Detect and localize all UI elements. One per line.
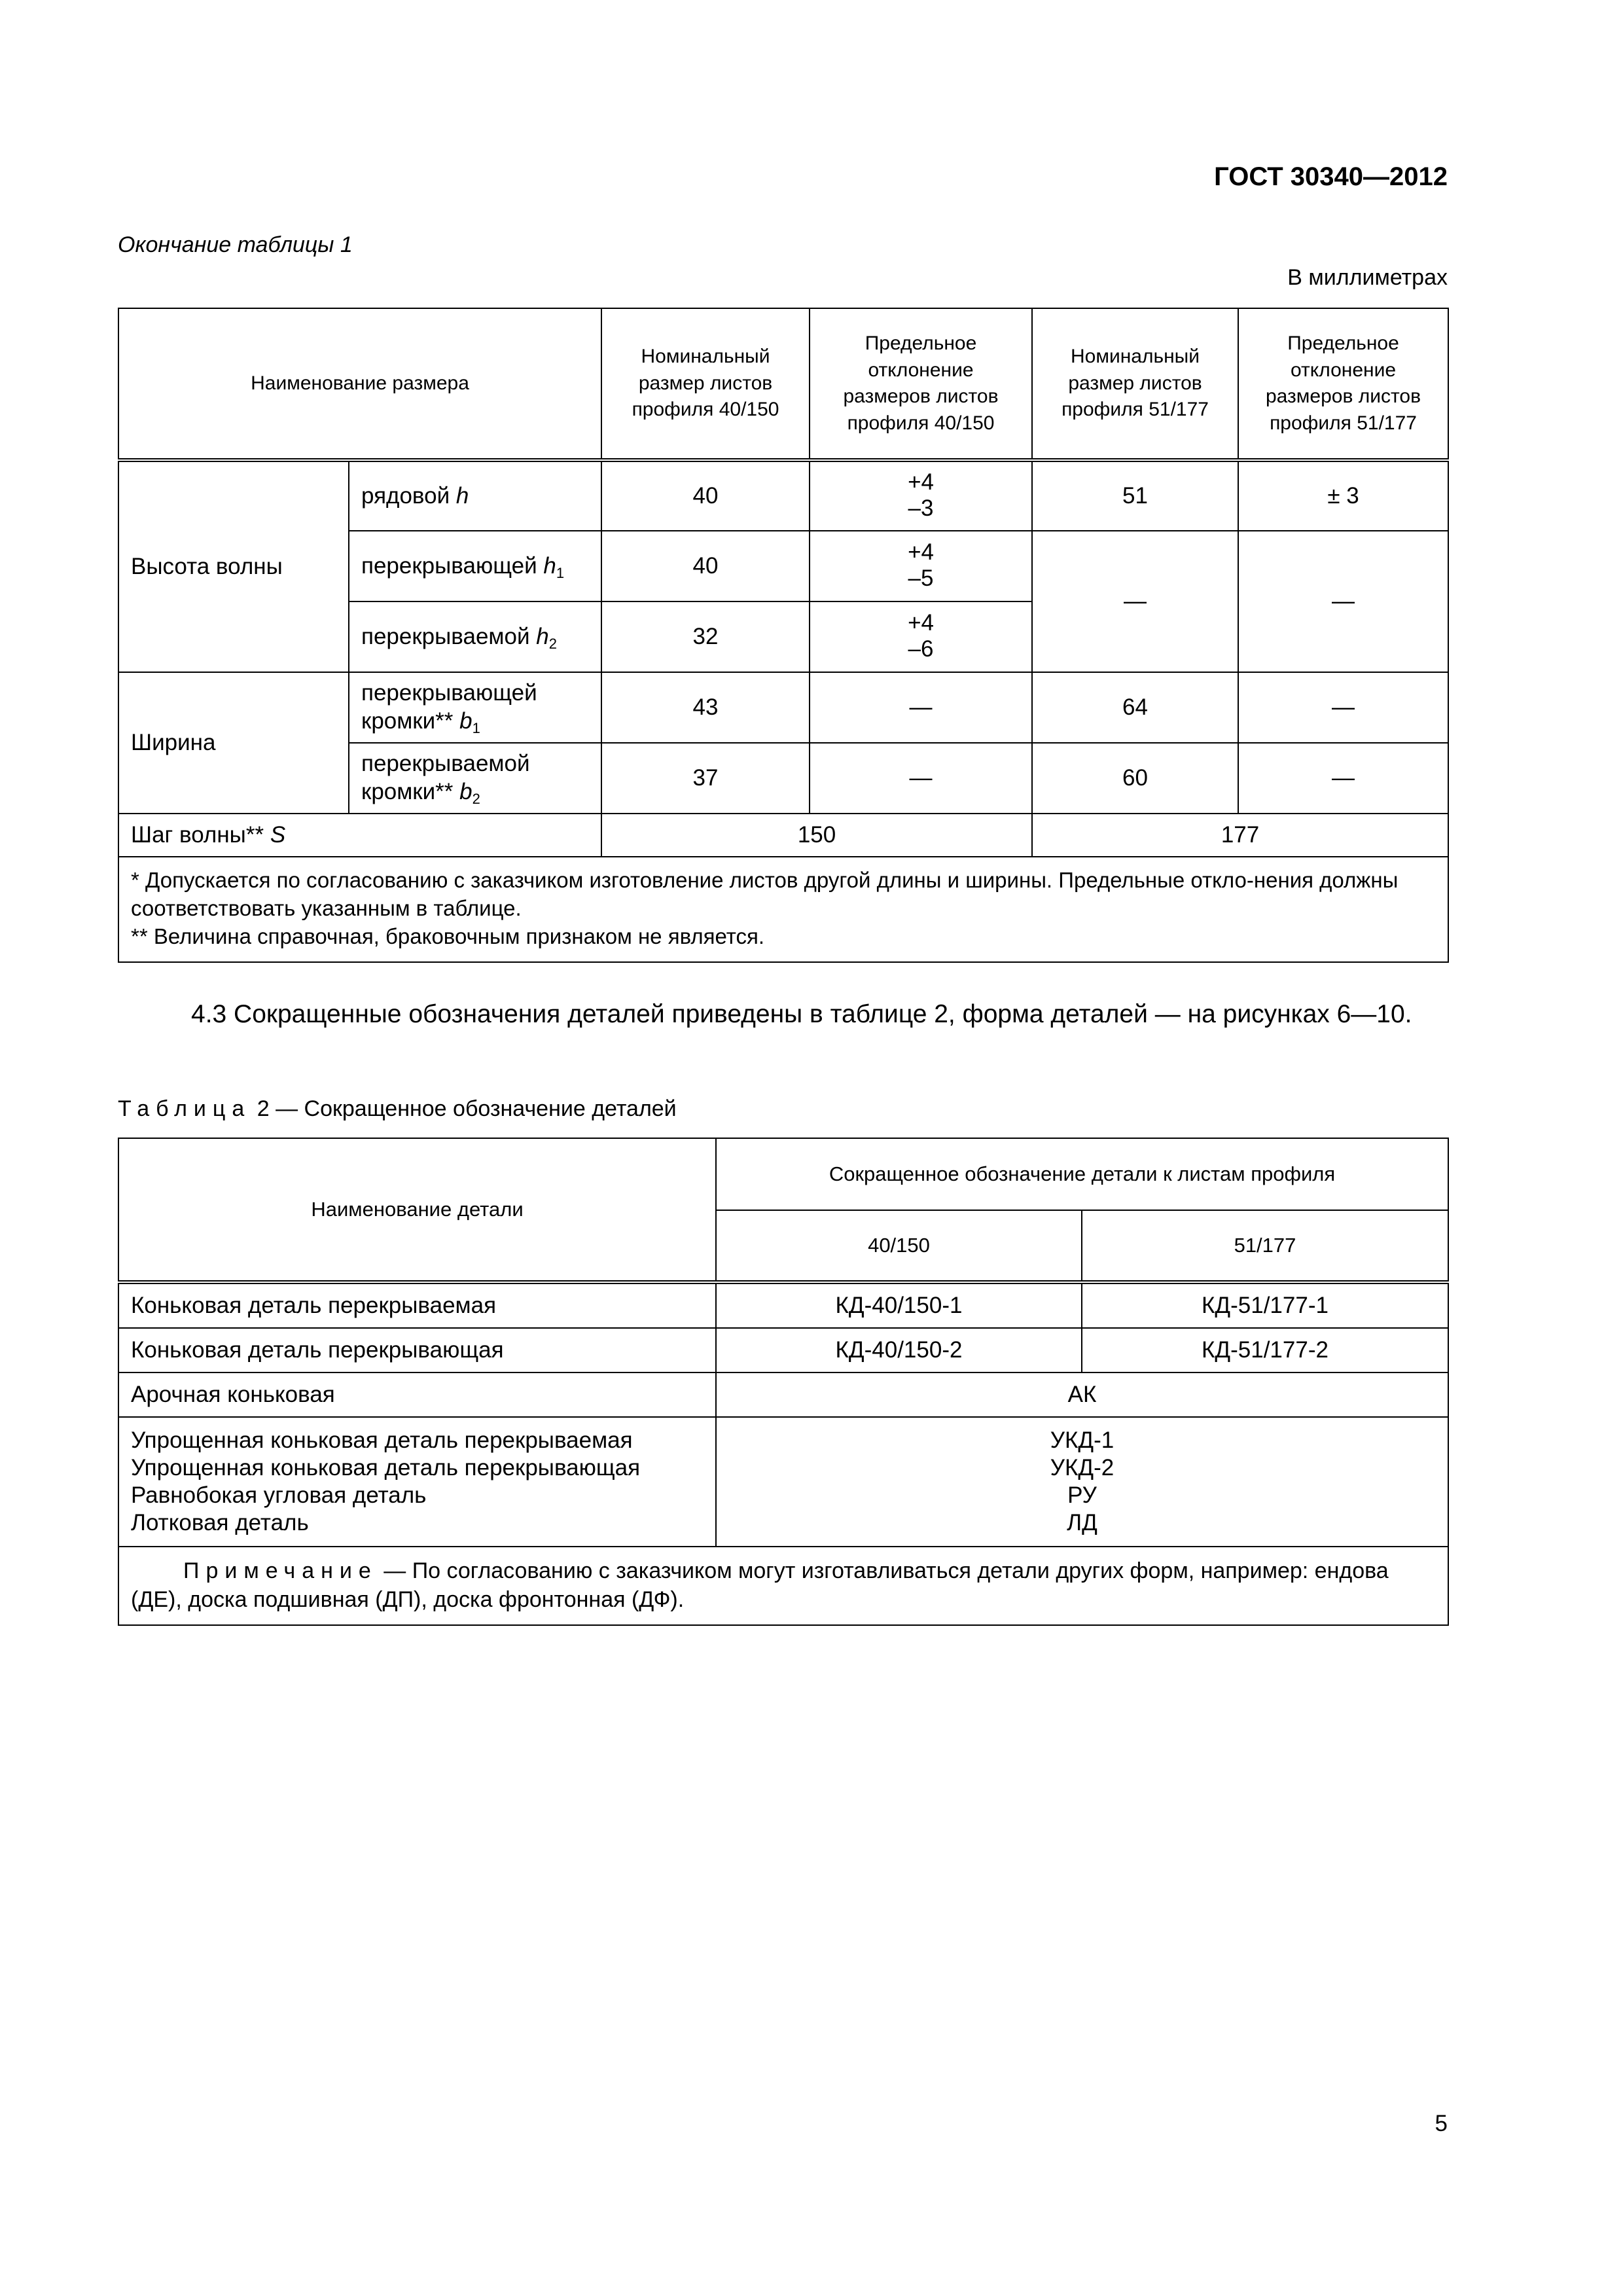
- nominal-51: 51: [1032, 460, 1238, 531]
- width-label: Ширина: [118, 672, 349, 814]
- row-name: перекрывающей $h_1$: [349, 531, 601, 601]
- part-name: Коньковая деталь перекрываемая: [118, 1282, 716, 1328]
- header-col-51: 51/177: [1082, 1210, 1448, 1282]
- footnote-1: * Допускается по согласованию с заказчиком изготовление листов другой длины и ширины. Предельные откло-нения должны соответствовать указанным в таблице.: [131, 868, 1399, 920]
- row-name: перекрываемой $h_2$: [349, 601, 601, 672]
- table2-caption: Таблица 2 — Сокращенное обозначение деталей: [118, 1096, 677, 1121]
- document-code: ГОСТ 30340—2012: [1214, 162, 1448, 191]
- deviation-40: +4 –6: [810, 601, 1032, 672]
- deviation-51: ± 3: [1238, 460, 1448, 531]
- paragraph-4-3: 4.3 Сокращенные обозначения деталей приведены в таблице 2, форма деталей — на рисунках 6—10.: [191, 1000, 1412, 1028]
- deviation-51-merged: —: [1238, 531, 1448, 672]
- header-part-name: Наименование детали: [118, 1138, 716, 1282]
- footnote-2: ** Величина справочная, браковочным признаком не является.: [131, 924, 765, 948]
- part-code-51: КД-51/177-1: [1082, 1282, 1448, 1328]
- nominal-40: 40: [601, 531, 810, 601]
- deviation-51: —: [1238, 743, 1448, 814]
- row-name: перекрываемой кромки** $b_2$: [349, 743, 601, 814]
- nominal-51: 60: [1032, 743, 1238, 814]
- units-label: В миллиметрах: [1287, 265, 1448, 290]
- header-nominal-51: Номинальный размер листов профиля 51/177: [1032, 308, 1238, 460]
- deviation-40: +4 –3: [810, 460, 1032, 531]
- nominal-40: 32: [601, 601, 810, 672]
- page-number: 5: [1435, 2111, 1448, 2136]
- table-notes: [118, 857, 1448, 962]
- part-code-40: КД-40/150-1: [716, 1282, 1082, 1328]
- deviation-40: —: [810, 672, 1032, 743]
- table2-note: Примечание — По согласованию с заказчиком могут изготавливаться детали других форм, например: ендова (ДЕ), доска подшивная (ДП), доска фронтонная (ДФ).: [118, 1547, 1448, 1625]
- wave-step-40: 150: [601, 814, 1032, 857]
- table-continuation-caption: Окончание таблицы 1: [118, 232, 353, 257]
- row-name: перекрывающей кромки** $b_1$: [349, 672, 601, 743]
- header-nominal-40: Номинальный размер листов профиля 40/150: [601, 308, 810, 460]
- row-name: рядовой h: [349, 460, 601, 531]
- wave-step-51: 177: [1032, 814, 1448, 857]
- header-col-40: 40/150: [716, 1210, 1082, 1282]
- part-code-40: КД-40/150-2: [716, 1328, 1082, 1372]
- part-code-group: УКД-1 УКД-2 РУ ЛД: [716, 1417, 1448, 1547]
- part-code-common: АК: [716, 1372, 1448, 1417]
- nominal-51: 64: [1032, 672, 1238, 743]
- header-name: Наименование размера: [118, 308, 601, 460]
- parts-table: [118, 1138, 1449, 1626]
- header-group: Сокращенное обозначение детали к листам профиля: [716, 1138, 1448, 1210]
- deviation-51: —: [1238, 672, 1448, 743]
- header-deviation-51: Предельное отклонение размеров листов профиля 51/177: [1238, 308, 1448, 460]
- nominal-40: 43: [601, 672, 810, 743]
- nominal-51-merged: —: [1032, 531, 1238, 672]
- header-deviation-40: Предельное отклонение размеров листов профиля 40/150: [810, 308, 1032, 460]
- nominal-40: 40: [601, 460, 810, 531]
- part-name: Арочная коньковая: [118, 1372, 716, 1417]
- part-name-group: Упрощенная коньковая деталь перекрываемая Упрощенная коньковая деталь перекрывающая Равнобокая угловая деталь Лотковая деталь: [118, 1417, 716, 1547]
- wave-height-label: Высота волны: [118, 460, 349, 672]
- part-code-51: КД-51/177-2: [1082, 1328, 1448, 1372]
- dimensions-table: [118, 308, 1449, 963]
- deviation-40: —: [810, 743, 1032, 814]
- part-name: Коньковая деталь перекрывающая: [118, 1328, 716, 1372]
- wave-step-label: Шаг волны** S: [118, 814, 601, 857]
- deviation-40: +4 –5: [810, 531, 1032, 601]
- nominal-40: 37: [601, 743, 810, 814]
